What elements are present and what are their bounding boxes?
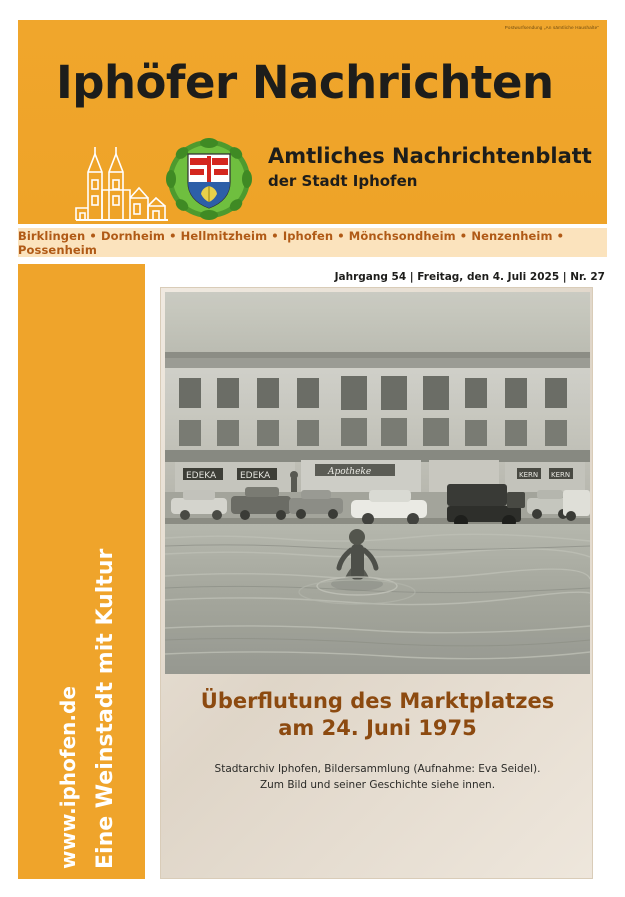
svg-text:KERN: KERN	[519, 471, 539, 479]
cover-caption	[161, 688, 594, 793]
masthead	[18, 20, 607, 224]
photo-credit-line2: Zum Bild und seiner Geschichte siehe innen.	[259, 778, 496, 791]
website-url[interactable]: www.iphofen.de	[56, 686, 80, 869]
photo-credit-line1: Stadtarchiv Iphofen, Bildersammlung (Aufnahme: Eva Seidel).	[214, 762, 541, 775]
cover-headline-line2: am 24. Juni 1975	[278, 716, 477, 741]
church-line-drawing-icon	[68, 138, 173, 224]
subtitle-block	[268, 144, 592, 190]
svg-text:EDEKA: EDEKA	[240, 471, 271, 481]
postal-note: Postwurfsendung „An sämtliche Haushalte“	[504, 25, 599, 30]
slogan-culture: Eine Weinstadt mit Kultur	[93, 548, 118, 869]
page-title: Iphöfer Nachrichten	[56, 56, 554, 109]
cover-photo	[165, 292, 590, 674]
cover-story-card	[160, 287, 593, 879]
svg-text:EDEKA: EDEKA	[186, 471, 217, 481]
svg-text:KERN: KERN	[551, 471, 571, 479]
svg-text:Apotheke: Apotheke	[328, 467, 372, 477]
subtitle-primary: Amtliches Nachrichtenblatt	[268, 144, 592, 168]
coat-of-arms-icon	[166, 138, 252, 220]
issue-info: Jahrgang 54 | Freitag, den 4. Juli 2025 | Nr. 27	[334, 271, 605, 283]
villages-bar: Birklingen • Dornheim • Hellmitzheim • Iphofen • Mönchsondheim • Nenzenheim • Possenheim	[18, 228, 607, 257]
cover-headline-line1: Überflutung des Marktplatzes	[200, 689, 555, 713]
left-sidebar-strip	[18, 264, 145, 879]
subtitle-secondary: der Stadt Iphofen	[268, 172, 418, 190]
